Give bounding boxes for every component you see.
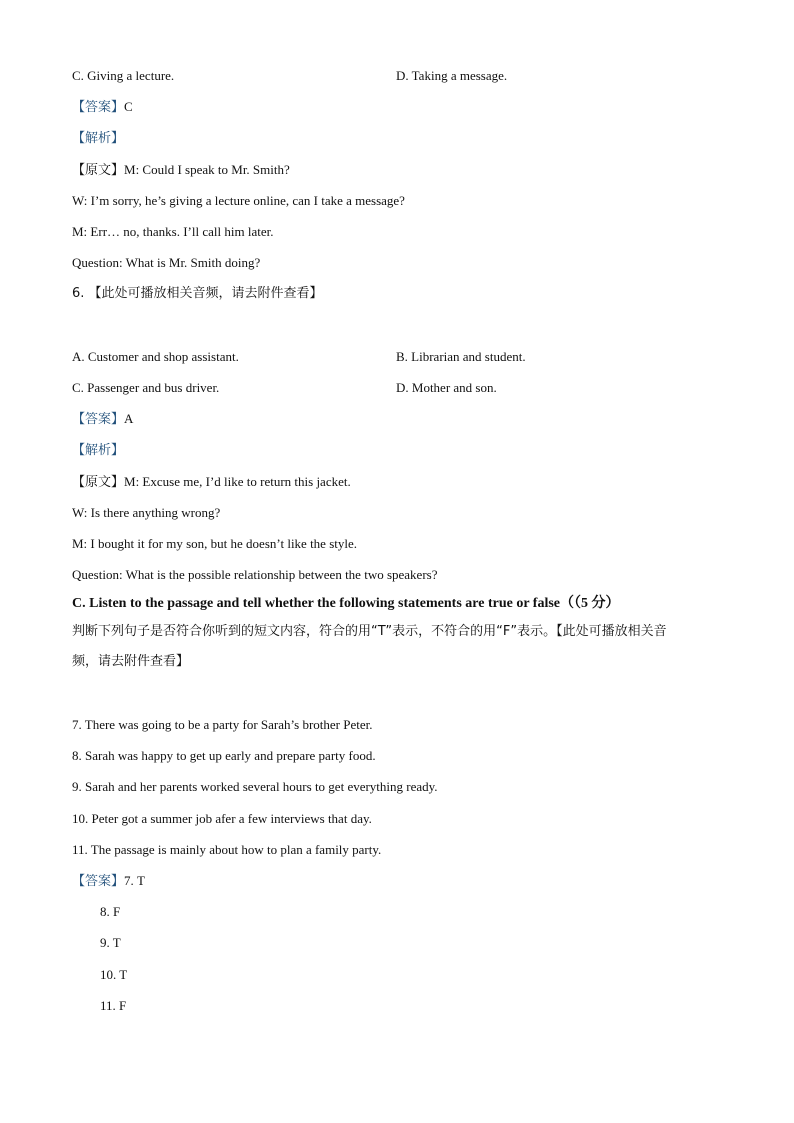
q6-option-a: A. Customer and shop assistant. xyxy=(72,349,239,364)
q6-number-prompt: 6. 【此处可播放相关音频，请去附件查看】 xyxy=(72,286,323,301)
answer-item: 10. T xyxy=(100,967,128,982)
answer-item: 8. F xyxy=(100,904,121,919)
transcript-tag: 【原文】 xyxy=(72,475,125,490)
answers-first xyxy=(72,872,145,891)
answer-item: 9. T xyxy=(100,935,121,950)
answer-item: 11. F xyxy=(100,998,127,1013)
q5-question: Question: What is Mr. Smith doing? xyxy=(72,255,261,270)
statement-item: 8. Sarah was happy to get up early and prepare party food. xyxy=(72,748,376,763)
statement-item: 11. The passage is mainly about how to plan a family party. xyxy=(72,842,382,857)
q6-option-d: D. Mother and son. xyxy=(396,380,497,395)
section-c-instruction-line2: 频，请去附件查看】 xyxy=(72,654,190,669)
q5-transcript-line1 xyxy=(72,161,290,180)
answer-value: C xyxy=(124,99,133,114)
q5-option-c: C. Giving a lecture. xyxy=(72,68,175,83)
q6-options-row2 xyxy=(72,379,497,397)
transcript-text: M: Could I speak to Mr. Smith? xyxy=(124,162,290,177)
analysis-tag: 【解析】 xyxy=(72,131,125,146)
q6-option-c: C. Passenger and bus driver. xyxy=(72,380,220,395)
q5-transcript-line3: M: Err… no, thanks. I’ll call him later. xyxy=(72,224,274,239)
q6-options-row1 xyxy=(72,348,526,366)
q6-transcript-line1 xyxy=(72,473,351,492)
answer-tag: 【答案】 xyxy=(72,874,125,889)
q6-question: Question: What is the possible relationship between the two speakers? xyxy=(72,567,438,582)
statement-item: 9. Sarah and her parents worked several hours to get everything ready. xyxy=(72,779,438,794)
q6-transcript-line2: W: Is there anything wrong? xyxy=(72,505,221,520)
q5-answer xyxy=(72,98,133,117)
q5-analysis xyxy=(72,129,124,148)
statement-item: 7. There was going to be a party for Sarah’s brother Peter. xyxy=(72,717,373,732)
q5-options-row xyxy=(72,67,508,85)
answer-tag: 【答案】 xyxy=(72,412,125,427)
transcript-tag: 【原文】 xyxy=(72,163,125,178)
statement-item: 10. Peter got a summer job afer a few interviews that day. xyxy=(72,811,372,826)
analysis-tag: 【解析】 xyxy=(72,443,125,458)
q5-option-d: D. Taking a message. xyxy=(396,68,508,83)
q6-analysis xyxy=(72,441,124,460)
q6-transcript-line3: M: I bought it for my son, but he doesn’t like the style. xyxy=(72,536,358,551)
answer-value: 7. T xyxy=(124,873,145,888)
section-c-instruction-line1: 判断下列句子是否符合你听到的短文内容，符合的用“T”表示，不符合的用“F”表示。【此处可播放相关音 xyxy=(72,624,667,639)
section-c-heading: C. Listen to the passage and tell whether the following statements are true or false（（5 分） xyxy=(72,596,620,611)
q6-answer xyxy=(72,410,133,429)
q5-transcript-line2: W: I’m sorry, he’s giving a lecture online, can I take a message? xyxy=(72,193,405,208)
answer-value: A xyxy=(124,411,134,426)
answer-tag: 【答案】 xyxy=(72,100,125,115)
q6-option-b: B. Librarian and student. xyxy=(396,349,526,364)
transcript-text: M: Excuse me, I’d like to return this jacket. xyxy=(124,474,351,489)
